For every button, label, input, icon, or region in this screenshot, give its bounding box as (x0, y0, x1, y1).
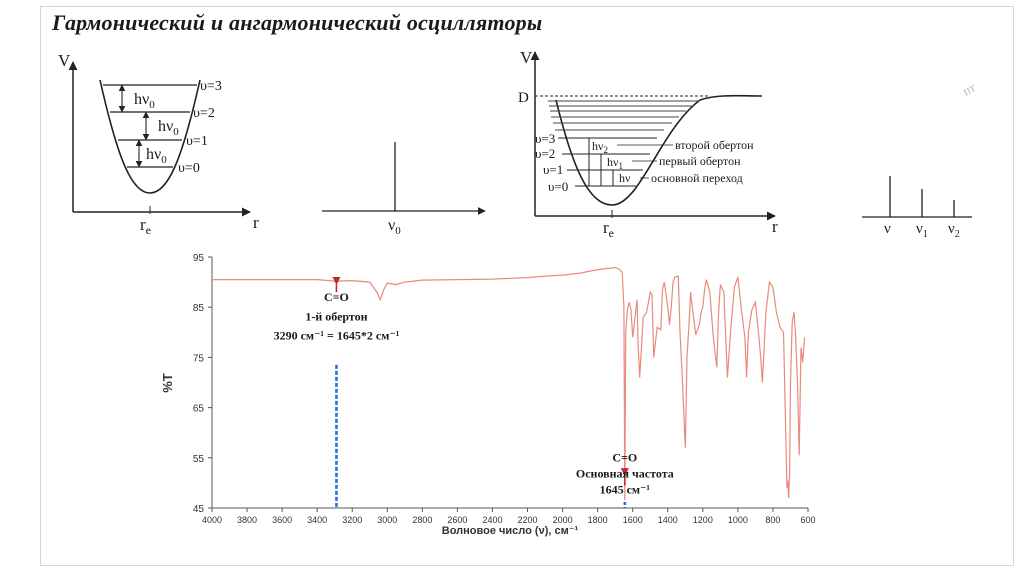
ir-y-tick-label: 95 (192, 253, 204, 264)
anharmonic-level-1: υ=1 (543, 162, 564, 177)
anharmonic-level-3: υ=3 (535, 131, 556, 146)
anharmonic-level-0: υ=0 (548, 179, 569, 194)
ir-y-tick-label: 45 (192, 504, 204, 515)
ir-x-tick-label: 1000 (727, 515, 748, 525)
ir-annotations (274, 284, 674, 508)
ir-x-tick-label: 3800 (237, 515, 258, 525)
spectrum-label-nu1: $\nu_1$ (916, 221, 928, 240)
ir-x-tick-label: 600 (800, 515, 816, 525)
svg-text:hν0: $h\nu_0$ (146, 146, 167, 166)
anharmonic-re-label: $r_e$ (603, 218, 614, 240)
ir-x-tick-label: 3000 (377, 515, 398, 525)
spectrum-label-nu2: $\nu_2$ (948, 221, 960, 240)
harmonic-spectrum-nu0: $\nu_0$ (388, 217, 401, 237)
desc-fundamental: основной переход (651, 171, 743, 185)
ir-x-tick-label: 1200 (692, 515, 713, 525)
anharmonic-spectrum (862, 176, 972, 240)
ir-spectrum-chart (160, 253, 816, 537)
harmonic-diagram (58, 51, 259, 237)
svg-text:hν: hν (619, 171, 631, 185)
desc-first-overtone: первый обертон (659, 154, 741, 168)
anharmonic-level-2: υ=2 (535, 146, 556, 161)
ir-x-tick-label: 2800 (412, 515, 433, 525)
ir-x-tick-label: 3400 (307, 515, 328, 525)
anharmonic-axis-v: V (520, 48, 533, 67)
harmonic-axis-v: V (58, 51, 71, 70)
ir-x-tick-label: 4000 (201, 515, 223, 525)
ir-y-tick-label: 65 (192, 403, 204, 415)
harmonic-level-1: υ=1 (186, 134, 208, 149)
svg-text:hν0: $h\nu_0$ (158, 118, 179, 138)
desc-second-overtone: второй обертон (675, 138, 754, 152)
spectrum-label-nu: ν (884, 221, 891, 237)
harmonic-level-2: υ=2 (193, 106, 215, 121)
overtone-label-line: C=O (324, 290, 349, 305)
anharmonic-diagram (518, 48, 978, 240)
harmonic-level-3: υ=3 (200, 79, 222, 94)
ir-x-ticks (202, 508, 816, 525)
slide-title: Гармонический и ангармонический осцилляторы (52, 10, 543, 35)
watermark: ПТ (962, 83, 978, 98)
overtone-label-line: 1-й обертон (305, 309, 368, 324)
ir-x-tick-label: 2200 (517, 515, 538, 525)
ir-y-tick-label: 85 (192, 303, 204, 315)
ir-y-label: %T (160, 373, 175, 393)
ir-x-tick-label: 2400 (482, 515, 503, 525)
ir-x-tick-label: 2000 (552, 515, 573, 525)
ir-x-tick-label: 3600 (272, 515, 293, 525)
fundamental-label-line: Основная частота (575, 466, 674, 481)
ir-x-tick-label: 2600 (447, 515, 468, 525)
ir-x-tick-label: 1800 (587, 515, 608, 525)
ir-x-tick-label: 1400 (657, 515, 678, 525)
harmonic-axis-r: r (253, 213, 259, 232)
harmonic-spectrum (322, 142, 485, 237)
ir-x-tick-label: 1600 (622, 515, 643, 525)
ir-x-tick-label: 3200 (342, 515, 363, 525)
svg-text:hν2: $h\nu_2$ (592, 139, 608, 155)
harmonic-level-0: υ=0 (178, 161, 200, 176)
anharmonic-d-label: D (518, 90, 529, 106)
ir-y-tick-label: 75 (192, 353, 204, 365)
fundamental-label-line: C=O (612, 450, 638, 465)
fundamental-label-line: 1645 см⁻¹ (599, 482, 651, 497)
ir-spectrum-line (212, 268, 805, 501)
harmonic-parabola (100, 80, 200, 193)
ir-x-tick-label: 800 (765, 515, 781, 525)
ir-y-tick-label: 55 (192, 453, 204, 465)
anharmonic-axis-r: r (772, 217, 778, 236)
harmonic-re-label: $r_e$ (140, 215, 151, 237)
svg-text:hν0: $h\nu_0$ (134, 91, 155, 111)
ir-x-label: Волновое число (ν), см⁻¹ (441, 525, 579, 537)
ir-y-ticks (193, 253, 212, 515)
svg-text:hν1: $h\nu_1$ (607, 155, 623, 171)
overtone-label-line: 3290 см⁻¹ = 1645*2 см⁻¹ (273, 328, 400, 343)
